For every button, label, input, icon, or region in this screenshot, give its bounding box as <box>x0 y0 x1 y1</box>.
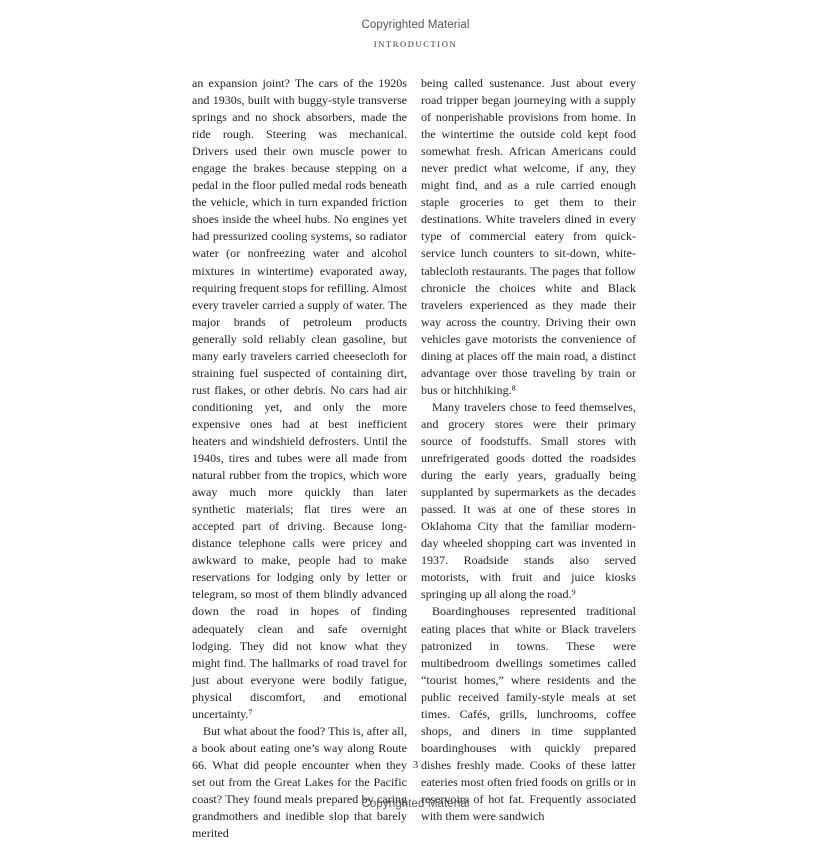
paragraph: Many travelers chose to feed themselves, and grocery stores were their primary source of foodstuffs. Small stores with unrefrigerated goods dotted the roadsides during the early years, gradually being supplanted by supermarkets as the decades passed. It was at one of these stores in Oklahoma City that the familiar modern-day wheeled shopping cart was invented in 1937. Roadside stands also served motorists, with fruit and juice kiosks springing up all along the road.⁹ <box>421 399 636 602</box>
text-column-left <box>192 75 407 842</box>
page-number: 3 <box>412 759 419 771</box>
paragraph: an expansion joint? The cars of the 1920s and 1930s, built with buggy-style transverse springs and no shock absorbers, made the ride rough. Steering was mechanical. Drivers used their own muscle power to engage the brakes because stepping on a pedal in the floor pulled medal rods beneath the vehicle, which in turn expanded friction shoes inside the wheel hubs. No engines yet had pressurized cooling systems, so radiator water (or nonfreezing water and alcohol mixtures in wintertime) evaporated away, requiring frequent stops for refilling. Almost every traveler carried a supply of water. The major brands of petroleum products generally sold reliably clean gasoline, but many early travelers carried cheesecloth for straining fuel suspected of containing dirt, rust flakes, or other debris. No cars had air conditioning yet, and only the more expensive ones had at best inefficient heaters and windshield defrosters. Until the 1940s, tires and tubes were all made from natural rubber from the tropics, which wore away much more quickly than later synthetic materials; flat tires were an accepted part of driving. Because long-distance telephone calls were pricey and awkward to make, people had to make reservations for lodging only by letter or telegram, so most of them blindly advanced down the road in hopes of finding adequately clean and safe overnight lodging. They did not know what they might find. The hallmarks of road travel for just about everyone were bodily fatigue, physical discomfort, and emotional uncertainty.⁷ <box>192 76 407 721</box>
paragraph: being called sustenance. Just about every road tripper began journeying with a supply of nonperishable provisions from home. In the wintertime the outside cold kept food somewhat fresh. African Americans could never predict what welcome, if any, they might find, and as a rule carried enough staple groceries to get them to their destinations. White travelers dined in every type of commercial eatery from quick-service lunch counters to sit-down, white-tablecloth restaurants. The pages that follow chronicle the choices white and Black travelers experienced as they made their way across the country. Driving their own vehicles gave motorists the convenience of dining at places off the main road, a distinct advantage over those traveling by train or bus or hitchhiking.⁸ <box>421 76 636 397</box>
copyright-watermark-bottom: Copyrighted Material <box>361 798 470 810</box>
paragraph: Boardinghouses represented traditional eating places that white or Black travelers patronized in towns. These were multibedroom dwellings sometimes called “tourist homes,” where residents and the public received family-style meals at set times. Cafés, grills, lunchrooms, coffee shops, and diners in time supplanted boardinghouses with quickly prepared dishes freshly made. Cooks of these latter eateries most often fried foods on grills or in reservoirs of hot fat. Frequently associated with them were sandwich <box>421 604 636 824</box>
text-column-right <box>421 75 636 825</box>
paragraph: But what about the food? This is, after all, a book about eating one’s way along Route 66. What did people encounter when they set out from the Great Lakes for the Pacific coast? They found meals prepared by caring grandmothers and inedible slop that barely merited <box>192 723 407 841</box>
copyright-watermark-top: Copyrighted Material <box>361 19 470 31</box>
running-head: INTRODUCTION <box>373 39 458 49</box>
